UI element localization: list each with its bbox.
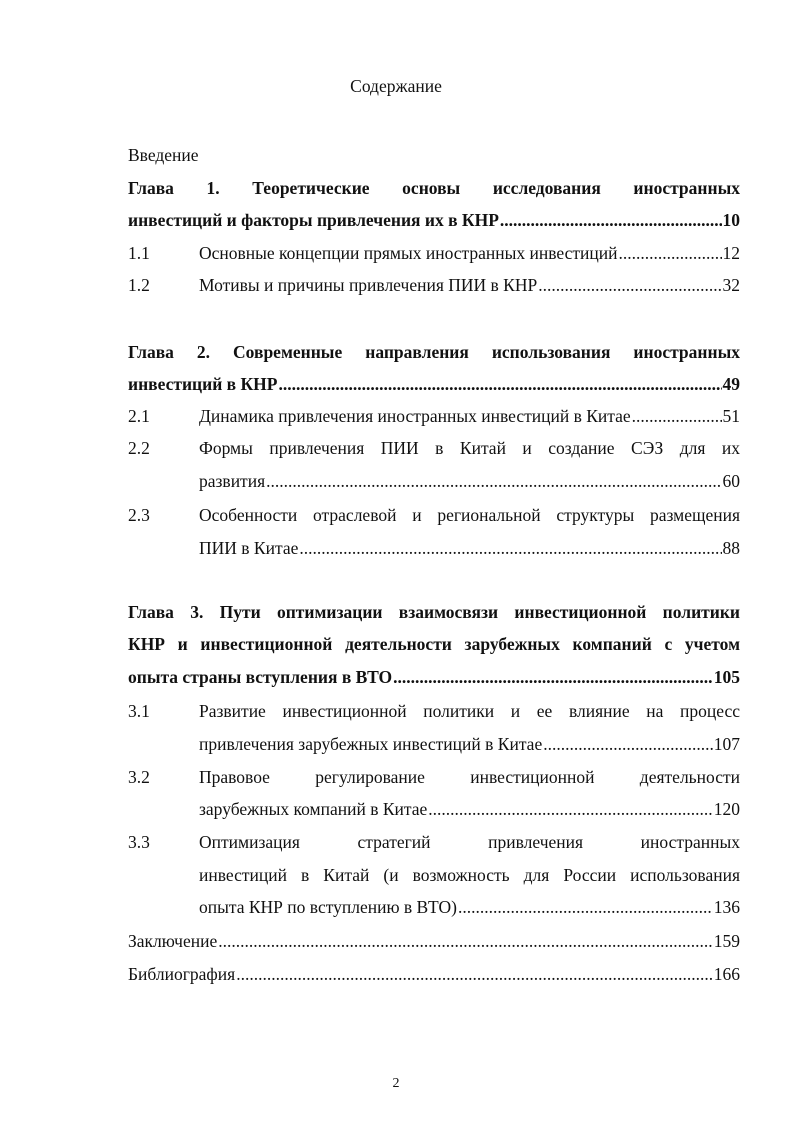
chapter3-page: 105: [713, 667, 740, 687]
section-page: 136: [713, 897, 740, 917]
toc-section-3-2-line1[interactable]: Правовое регулирование инвестиционной деятельности: [199, 767, 740, 787]
section-number: 2.2: [128, 438, 150, 458]
chapter3-title-line3[interactable]: [128, 666, 740, 688]
toc-intro[interactable]: Введение: [128, 145, 199, 165]
section-number: 2.3: [128, 505, 150, 525]
section-title: Основные концепции прямых иностранных инвестиций: [199, 243, 618, 263]
dot-leader: [279, 373, 722, 395]
chapter3-title-line2[interactable]: КНР и инвестиционной деятельности зарубежных компаний с учетом: [128, 634, 740, 654]
dot-leader: [619, 242, 722, 264]
toc-section-3-1-line2[interactable]: [199, 733, 740, 755]
chapter2-title-line2[interactable]: [128, 373, 740, 395]
dot-leader: [218, 930, 713, 952]
toc-section-3-1-line1[interactable]: Развитие инвестиционной политики и ее влияние на процесс: [199, 701, 740, 721]
section-number: 1.2: [128, 275, 150, 295]
toc-bibliography[interactable]: [128, 963, 740, 985]
dot-leader: [543, 733, 713, 755]
toc-section-2-2-line2[interactable]: [199, 470, 740, 492]
chapter1-title-line2[interactable]: [128, 209, 740, 231]
section-title: Динамика привлечения иностранных инвестиций в Китае: [199, 406, 631, 426]
section-title: ПИИ в Китае: [199, 538, 299, 558]
toc-section-3-3-line3[interactable]: [199, 896, 740, 918]
page-number: 2: [392, 1076, 400, 1091]
section-number: 2.1: [128, 406, 150, 426]
toc-section-1-1[interactable]: [199, 242, 740, 264]
section-title: развития: [199, 471, 266, 491]
toc-section-3-3-line1[interactable]: Оптимизация стратегий привлечения иностранных: [199, 832, 740, 852]
chapter1-title-text: инвестиций и факторы привлечения их в КНР: [128, 210, 499, 230]
dot-leader: [393, 666, 713, 688]
section-page: 60: [722, 471, 740, 491]
dot-leader: [428, 798, 712, 820]
chapter3-title-text: опыта страны вступления в ВТО: [128, 667, 393, 687]
section-page: 166: [713, 964, 740, 984]
section-title: Мотивы и причины привлечения ПИИ в КНР: [199, 275, 538, 295]
section-title: привлечения зарубежных инвестиций в Китае: [199, 734, 543, 754]
dot-leader: [236, 963, 713, 985]
toc-section-2-3-line1[interactable]: Особенности отраслевой и региональной структуры размещения: [199, 505, 740, 525]
section-number: 1.1: [128, 243, 150, 263]
section-title: опыта КНР по вступлению в ВТО): [199, 897, 457, 917]
page-title: Содержание: [350, 76, 442, 96]
toc-section-3-3-line2[interactable]: инвестиций в Китай (и возможность для России использования: [199, 865, 740, 885]
toc-conclusion[interactable]: [128, 930, 740, 952]
section-page: 32: [722, 275, 740, 295]
section-title: Библиография: [128, 964, 236, 984]
section-number: 3.1: [128, 701, 150, 721]
section-page: 159: [713, 931, 740, 951]
dot-leader: [538, 274, 721, 296]
chapter1-page: 10: [722, 210, 740, 230]
toc-section-1-2[interactable]: [199, 274, 740, 296]
section-page: 88: [722, 538, 740, 558]
dot-leader: [500, 209, 722, 231]
chapter3-title-line1[interactable]: Глава 3. Пути оптимизации взаимосвязи инвестиционной политики: [128, 602, 740, 622]
dot-leader: [632, 405, 722, 427]
toc-section-2-3-line2[interactable]: [199, 537, 740, 559]
section-number: 3.3: [128, 832, 150, 852]
toc-section-3-2-line2[interactable]: [199, 798, 740, 820]
dot-leader: [266, 470, 721, 492]
section-title: зарубежных компаний в Китае: [199, 799, 428, 819]
chapter1-title-line1[interactable]: Глава 1. Теоретические основы исследования иностранных: [128, 178, 740, 198]
section-title: Заключение: [128, 931, 218, 951]
toc-section-2-2-line1[interactable]: Формы привлечения ПИИ в Китай и создание СЭЗ для их: [199, 438, 740, 458]
section-page: 107: [713, 734, 740, 754]
section-page: 120: [713, 799, 740, 819]
toc-section-2-1[interactable]: [199, 405, 740, 427]
chapter2-title-text: инвестиций в КНР: [128, 374, 278, 394]
section-page: 12: [722, 243, 740, 263]
chapter2-page: 49: [722, 374, 740, 394]
section-number: 3.2: [128, 767, 150, 787]
dot-leader: [458, 896, 713, 918]
dot-leader: [299, 537, 721, 559]
chapter2-title-line1[interactable]: Глава 2. Современные направления использования иностранных: [128, 342, 740, 362]
section-page: 51: [722, 406, 740, 426]
